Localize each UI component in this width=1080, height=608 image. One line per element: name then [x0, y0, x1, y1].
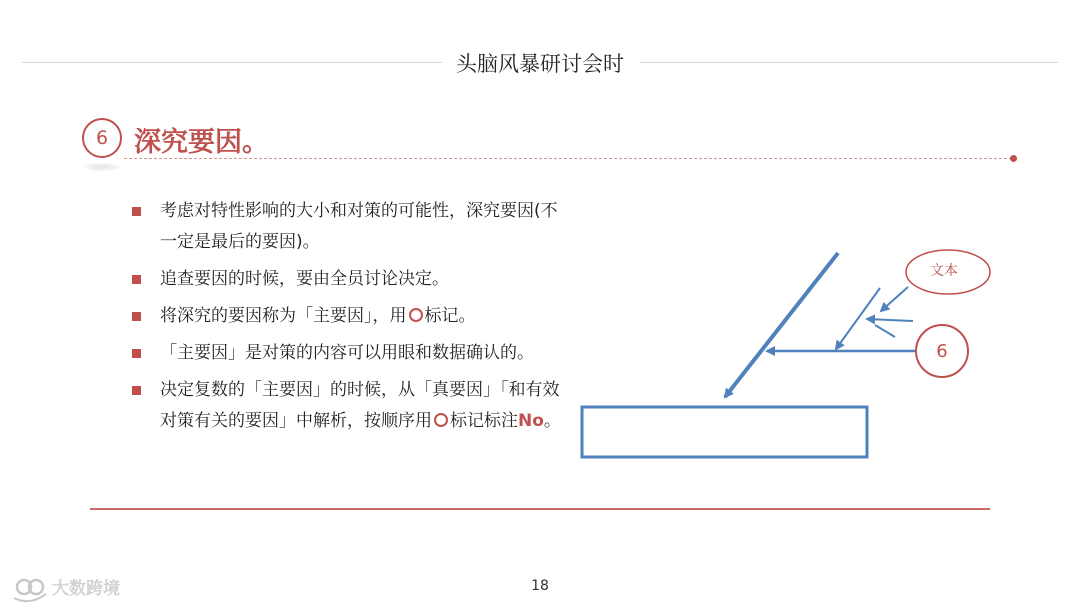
square-bullet-icon — [132, 275, 141, 284]
fishbone-diagram — [570, 235, 1000, 470]
dotted-divider — [124, 158, 1012, 159]
sub-bone-arrow — [867, 319, 913, 321]
square-bullet-icon — [132, 386, 141, 395]
section-heading: 深究要因。 — [134, 127, 269, 158]
square-bullet-icon — [132, 207, 141, 216]
bullet-item: 「主要因」是对策的内容可以用眼和数据确认的。 — [132, 338, 572, 369]
watermark-text: 大数跨境 — [52, 579, 120, 599]
main-bone-arrow — [725, 253, 838, 397]
bullet-item: 将深究的要因称为「主要因」，用 标记。 — [132, 301, 572, 332]
bullet-item: 追查要因的时候，要由全员讨论决定。 — [132, 264, 572, 295]
watermark-logo — [10, 572, 150, 604]
sub-bone-arrow — [875, 325, 895, 337]
divider-end-dot — [1010, 155, 1017, 162]
square-bullet-icon — [132, 349, 141, 358]
circle-mark-icon — [434, 413, 448, 427]
step-number-badge: 6 — [82, 118, 122, 158]
bullet-list — [132, 196, 572, 443]
number-label: No — [518, 411, 544, 431]
square-bullet-icon — [132, 312, 141, 321]
slide-title: 头脑风暴研讨会时 — [0, 48, 1080, 78]
bullet-item: 考虑对特性影响的大小和对策的可能性，深究要因(不一定是最后的要因)。 — [132, 196, 572, 258]
page-number: 18 — [531, 578, 549, 594]
cause-number: 6 — [936, 341, 948, 362]
bullet-item: 决定复数的「主要因」的时候，从「真要因」「和有效对策有关的要因」中解析，按顺序用 标记标注No。 — [132, 375, 572, 437]
oval-text: 文本 — [930, 263, 958, 279]
badge-shadow — [84, 163, 120, 171]
circle-mark-icon — [409, 308, 423, 322]
footer-divider — [90, 508, 990, 510]
sub-bone-arrow — [881, 287, 908, 311]
effect-box — [582, 407, 867, 457]
